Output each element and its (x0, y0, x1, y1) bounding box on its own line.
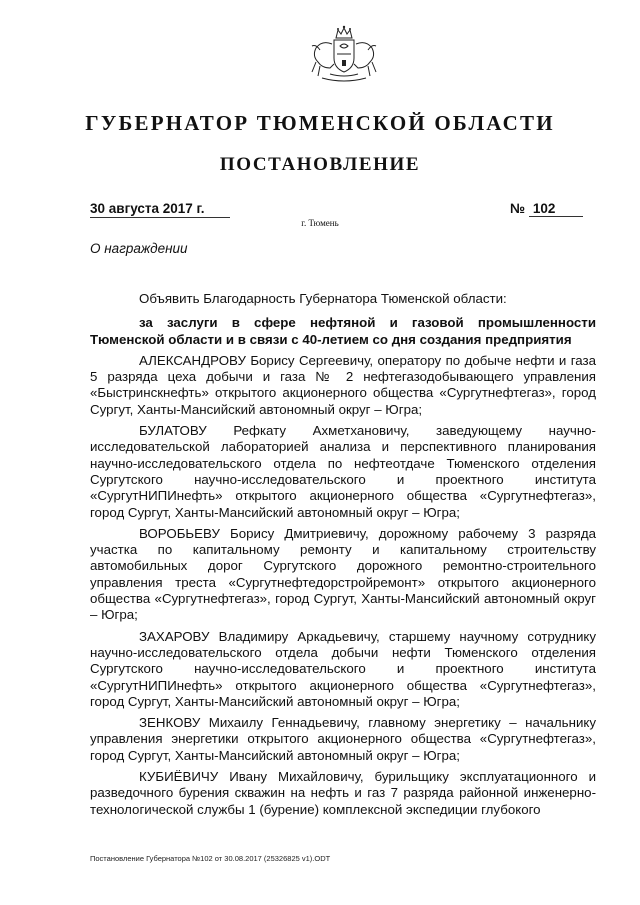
document-subject: О награждении (90, 241, 188, 256)
award-entry: ЗЕНКОВУ Михаилу Геннадьевичу, главному энергетику – начальнику управления энергетики открытого акционерного общества «Сургутнефтегаз», город Сургут, Ханты-Мансийский автономный округ – Югра; (90, 715, 596, 763)
document-body (90, 291, 596, 823)
document-type: ПОСТАНОВЛЕНИЕ (219, 154, 421, 175)
award-entry: ВОРОБЬЕВУ Борису Дмитриевичу, дорожному рабочему 3 разряда участка по капитальному ремонту и капитальному строительству автомобильных дорог Сургутского дорожного ремонтно-строительного управления треста «Сургутнефтедорстройремонт» открытого акционерного общества «Сургутнефтегаз», город Сургут, Ханты-Мансийский автономный округ – Югра; (90, 525, 596, 623)
document-date: 30 августа 2017 г. (90, 201, 230, 218)
award-entry: КУБИЁВИЧУ Ивану Михайловичу, бурильщику эксплуатационного и разведочного бурения скважин на нефть и газ 7 разряда районной инженерно-технологической службы 1 (бурение) комплексной экспедиции глубокого (90, 769, 596, 817)
award-entry: АЛЕКСАНДРОВУ Борису Сергеевичу, оператору по добыче нефти и газа 5 разряда цеха добычи и газа № 2 нефтегазодобывающего управления «Быстринскнефть» открытого акционерного общества «Сургутнефтегаз», город Сургут, Ханты-Мансийский автономный округ – Югра; (90, 352, 596, 417)
award-reason: за заслуги в сфере нефтяной и газовой промышленности Тюменской области и в связи с 40-летием со дня создания предприятия (90, 315, 596, 347)
award-entry: БУЛАТОВУ Рефкату Ахметхановичу, заведующему научно-исследовательской лабораторией анализа и перспективного планирования научно-исследовательского отдела по нефтеотдаче Тюменского отделения Сургутского научно-исследовательского и проектного института «СургутНИПИнефть» открытого акционерного общества «Сургутнефтегаз», город Сургут, Ханты-Мансийский автономный округ – Югра; (90, 423, 596, 520)
coat-of-arms-icon (302, 24, 386, 86)
intro-paragraph: Объявить Благодарность Губернатора Тюменской области: (139, 291, 507, 306)
document-footer: Постановление Губернатора №102 от 30.08.2017 (25326825 v1).ODT (90, 854, 331, 863)
number-value: 102 (529, 201, 583, 217)
document-number (510, 201, 596, 217)
award-entry: ЗАХАРОВУ Владимиру Аркадьевичу, старшему научному сотруднику научно-исследовательского отдела добычи нефти Тюменского отделения Сургутского научно-исследовательского и проектного института «СургутНИПИнефть» открытого акционерного общества «Сургутнефтегаз», город Сургут, Ханты-Мансийский автономный округ – Югра; (90, 628, 596, 709)
issuing-authority: ГУБЕРНАТОР ТЮМЕНСКОЙ ОБЛАСТИ (85, 111, 555, 135)
document-city: г. Тюмень (301, 218, 339, 228)
number-sign: № (510, 201, 526, 216)
